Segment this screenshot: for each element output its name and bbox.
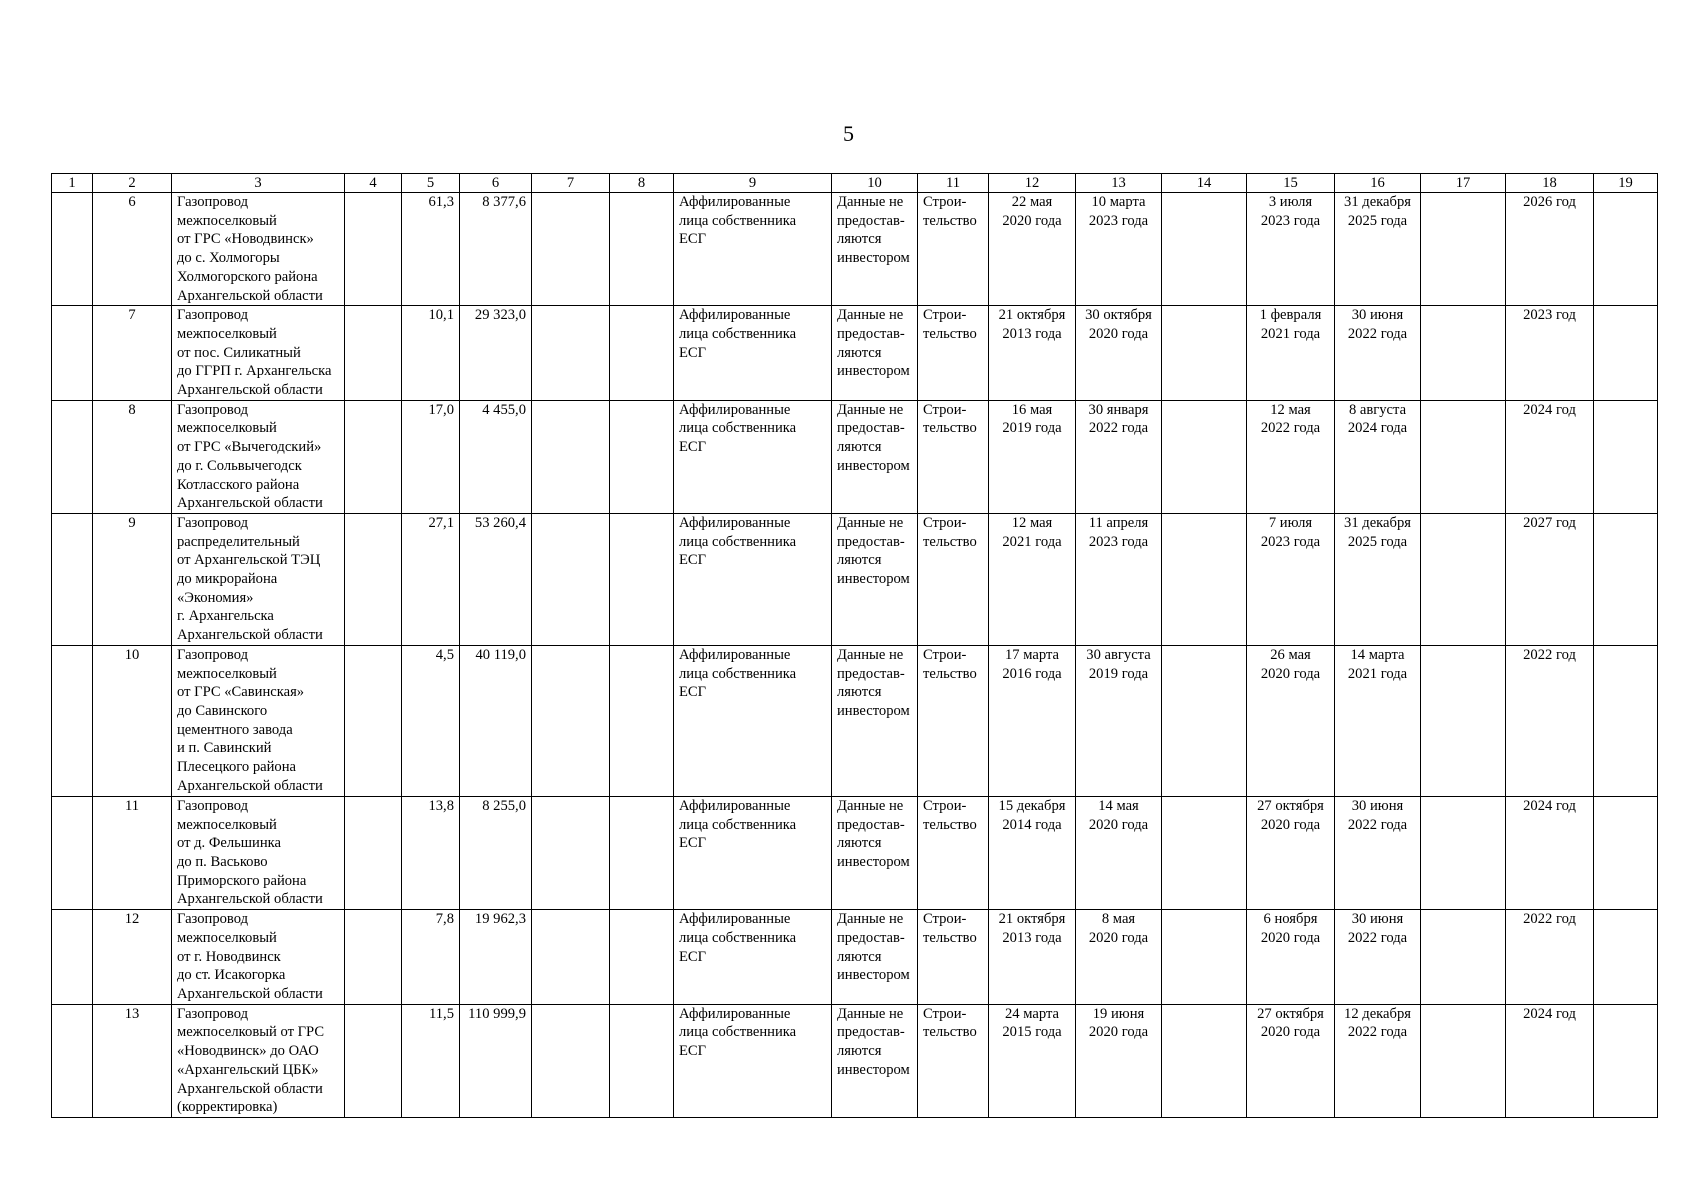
- header-cell: 1: [52, 174, 93, 193]
- empty-cell: [52, 306, 93, 401]
- object-name-cell: Газопровод межпоселковый от пос. Силикатный до ГГРП г. Архангельска Архангельской области: [172, 306, 345, 401]
- empty-cell: [1594, 193, 1658, 306]
- date-col12-cell: 22 мая 2020 года: [989, 193, 1076, 306]
- header-cell: 5: [402, 174, 460, 193]
- empty-cell: [1162, 193, 1247, 306]
- empty-cell: [345, 645, 402, 796]
- length-cell: 7,8: [402, 910, 460, 1005]
- empty-cell: [610, 400, 674, 513]
- empty-cell: [1421, 796, 1506, 909]
- empty-cell: [532, 306, 610, 401]
- investor-data-cell: Данные не предостав- ляются инвестором: [832, 306, 918, 401]
- empty-cell: [1594, 513, 1658, 645]
- date-col13-cell: 30 января 2022 года: [1076, 400, 1162, 513]
- empty-cell: [1594, 400, 1658, 513]
- empty-cell: [1421, 513, 1506, 645]
- cost-cell: 53 260,4: [460, 513, 532, 645]
- date-col16-cell: 30 июня 2022 года: [1335, 306, 1421, 401]
- date-col15-cell: 27 октября 2020 года: [1247, 796, 1335, 909]
- date-col13-cell: 8 мая 2020 года: [1076, 910, 1162, 1005]
- date-col12-cell: 24 марта 2015 года: [989, 1004, 1076, 1117]
- header-cell: 13: [1076, 174, 1162, 193]
- date-col16-cell: 31 декабря 2025 года: [1335, 513, 1421, 645]
- header-cell: 4: [345, 174, 402, 193]
- cost-cell: 8 255,0: [460, 796, 532, 909]
- date-col13-cell: 19 июня 2020 года: [1076, 1004, 1162, 1117]
- empty-cell: [52, 796, 93, 909]
- empty-cell: [1594, 306, 1658, 401]
- work-type-cell: Строи- тельство: [918, 645, 989, 796]
- table-row: [52, 796, 1658, 909]
- empty-cell: [610, 645, 674, 796]
- date-col16-cell: 14 марта 2021 года: [1335, 645, 1421, 796]
- empty-cell: [610, 1004, 674, 1117]
- object-name-cell: Газопровод межпоселковый от ГРС «Новодвинск» до с. Холмогоры Холмогорского района Архангельской области: [172, 193, 345, 306]
- investor-data-cell: Данные не предостав- ляются инвестором: [832, 400, 918, 513]
- empty-cell: [532, 513, 610, 645]
- date-col16-cell: 31 декабря 2025 года: [1335, 193, 1421, 306]
- empty-cell: [1594, 910, 1658, 1005]
- investor-data-cell: Данные не предостав- ляются инвестором: [832, 1004, 918, 1117]
- header-cell: 12: [989, 174, 1076, 193]
- work-type-cell: Строи- тельство: [918, 193, 989, 306]
- work-type-cell: Строи- тельство: [918, 1004, 989, 1117]
- empty-cell: [52, 910, 93, 1005]
- date-col15-cell: 12 мая 2022 года: [1247, 400, 1335, 513]
- row-number-cell: 12: [93, 910, 172, 1005]
- owner-cell: Аффилированные лица собственника ЕСГ: [674, 193, 832, 306]
- header-cell: 10: [832, 174, 918, 193]
- work-type-cell: Строи- тельство: [918, 306, 989, 401]
- row-number-cell: 8: [93, 400, 172, 513]
- investor-data-cell: Данные не предостав- ляются инвестором: [832, 796, 918, 909]
- object-name-cell: Газопровод межпоселковый от д. Фельшинка до п. Васьково Приморского района Архангельской области: [172, 796, 345, 909]
- row-number-cell: 13: [93, 1004, 172, 1117]
- date-col16-cell: 30 июня 2022 года: [1335, 796, 1421, 909]
- empty-cell: [532, 910, 610, 1005]
- empty-cell: [610, 306, 674, 401]
- object-name-cell: Газопровод межпоселковый от г. Новодвинск до ст. Исакогорка Архангельской области: [172, 910, 345, 1005]
- row-number-cell: 7: [93, 306, 172, 401]
- object-name-cell: Газопровод межпоселковый от ГРС «Вычегодский» до г. Сольвычегодск Котласского района Архангельской области: [172, 400, 345, 513]
- empty-cell: [532, 796, 610, 909]
- object-name-cell: Газопровод распределительный от Архангельской ТЭЦ до микрорайона «Экономия» г. Архангельска Архангельской области: [172, 513, 345, 645]
- investor-data-cell: Данные не предостав- ляются инвестором: [832, 645, 918, 796]
- empty-cell: [345, 193, 402, 306]
- empty-cell: [345, 1004, 402, 1117]
- cost-cell: 110 999,9: [460, 1004, 532, 1117]
- length-cell: 10,1: [402, 306, 460, 401]
- owner-cell: Аффилированные лица собственника ЕСГ: [674, 306, 832, 401]
- year-cell: 2024 год: [1506, 1004, 1594, 1117]
- empty-cell: [532, 645, 610, 796]
- header-cell: 9: [674, 174, 832, 193]
- year-cell: 2022 год: [1506, 645, 1594, 796]
- date-col13-cell: 14 мая 2020 года: [1076, 796, 1162, 909]
- empty-cell: [345, 400, 402, 513]
- table-row: [52, 910, 1658, 1005]
- cost-cell: 29 323,0: [460, 306, 532, 401]
- empty-cell: [1594, 645, 1658, 796]
- empty-cell: [345, 513, 402, 645]
- empty-cell: [1421, 400, 1506, 513]
- page-number: 5: [843, 121, 854, 146]
- header-cell: 16: [1335, 174, 1421, 193]
- empty-cell: [1162, 1004, 1247, 1117]
- date-col13-cell: 30 октября 2020 года: [1076, 306, 1162, 401]
- empty-cell: [610, 513, 674, 645]
- empty-cell: [1162, 910, 1247, 1005]
- empty-cell: [1594, 796, 1658, 909]
- row-number-cell: 6: [93, 193, 172, 306]
- empty-cell: [610, 193, 674, 306]
- date-col15-cell: 27 октября 2020 года: [1247, 1004, 1335, 1117]
- date-col15-cell: 1 февраля 2021 года: [1247, 306, 1335, 401]
- date-col15-cell: 26 мая 2020 года: [1247, 645, 1335, 796]
- cost-cell: 8 377,6: [460, 193, 532, 306]
- date-col12-cell: 15 декабря 2014 года: [989, 796, 1076, 909]
- work-type-cell: Строи- тельство: [918, 513, 989, 645]
- year-cell: 2026 год: [1506, 193, 1594, 306]
- empty-cell: [532, 193, 610, 306]
- table-row: [52, 193, 1658, 306]
- owner-cell: Аффилированные лица собственника ЕСГ: [674, 400, 832, 513]
- date-col13-cell: 30 августа 2019 года: [1076, 645, 1162, 796]
- date-col16-cell: 8 августа 2024 года: [1335, 400, 1421, 513]
- empty-cell: [610, 910, 674, 1005]
- header-cell: 3: [172, 174, 345, 193]
- date-col12-cell: 21 октября 2013 года: [989, 306, 1076, 401]
- year-cell: 2022 год: [1506, 910, 1594, 1005]
- empty-cell: [1162, 513, 1247, 645]
- header-cell: 11: [918, 174, 989, 193]
- empty-cell: [1162, 645, 1247, 796]
- header-cell: 18: [1506, 174, 1594, 193]
- length-cell: 11,5: [402, 1004, 460, 1117]
- investor-data-cell: Данные не предостав- ляются инвестором: [832, 513, 918, 645]
- row-number-cell: 9: [93, 513, 172, 645]
- header-cell: 8: [610, 174, 674, 193]
- empty-cell: [345, 910, 402, 1005]
- object-name-cell: Газопровод межпоселковый от ГРС «Савинская» до Савинского цементного завода и п. Савинский Плесецкого района Архангельской области: [172, 645, 345, 796]
- empty-cell: [345, 796, 402, 909]
- owner-cell: Аффилированные лица собственника ЕСГ: [674, 910, 832, 1005]
- empty-cell: [1594, 1004, 1658, 1117]
- header-cell: 14: [1162, 174, 1247, 193]
- length-cell: 61,3: [402, 193, 460, 306]
- length-cell: 17,0: [402, 400, 460, 513]
- row-number-cell: 10: [93, 645, 172, 796]
- empty-cell: [532, 400, 610, 513]
- empty-cell: [532, 1004, 610, 1117]
- header-cell: 15: [1247, 174, 1335, 193]
- date-col15-cell: 7 июля 2023 года: [1247, 513, 1335, 645]
- date-col12-cell: 21 октября 2013 года: [989, 910, 1076, 1005]
- date-col12-cell: 12 мая 2021 года: [989, 513, 1076, 645]
- header-cell: 17: [1421, 174, 1506, 193]
- year-cell: 2023 год: [1506, 306, 1594, 401]
- table-row: [52, 400, 1658, 513]
- date-col12-cell: 16 мая 2019 года: [989, 400, 1076, 513]
- empty-cell: [52, 1004, 93, 1117]
- table-row: [52, 306, 1658, 401]
- object-name-cell: Газопровод межпоселковый от ГРС «Новодвинск» до ОАО «Архангельский ЦБК» Архангельской области (корректировка): [172, 1004, 345, 1117]
- date-col12-cell: 17 марта 2016 года: [989, 645, 1076, 796]
- empty-cell: [610, 796, 674, 909]
- empty-cell: [1421, 1004, 1506, 1117]
- year-cell: 2024 год: [1506, 400, 1594, 513]
- date-col15-cell: 6 ноября 2020 года: [1247, 910, 1335, 1005]
- cost-cell: 19 962,3: [460, 910, 532, 1005]
- table-row: [52, 1004, 1658, 1117]
- empty-cell: [1162, 306, 1247, 401]
- cost-cell: 40 119,0: [460, 645, 532, 796]
- empty-cell: [345, 306, 402, 401]
- date-col16-cell: 30 июня 2022 года: [1335, 910, 1421, 1005]
- work-type-cell: Строи- тельство: [918, 796, 989, 909]
- header-cell: 6: [460, 174, 532, 193]
- owner-cell: Аффилированные лица собственника ЕСГ: [674, 513, 832, 645]
- table-row: [52, 513, 1658, 645]
- empty-cell: [1162, 796, 1247, 909]
- owner-cell: Аффилированные лица собственника ЕСГ: [674, 1004, 832, 1117]
- row-number-cell: 11: [93, 796, 172, 909]
- table-header-row: [52, 174, 1658, 193]
- year-cell: 2027 год: [1506, 513, 1594, 645]
- length-cell: 27,1: [402, 513, 460, 645]
- date-col13-cell: 11 апреля 2023 года: [1076, 513, 1162, 645]
- cost-cell: 4 455,0: [460, 400, 532, 513]
- owner-cell: Аффилированные лица собственника ЕСГ: [674, 645, 832, 796]
- empty-cell: [52, 645, 93, 796]
- year-cell: 2024 год: [1506, 796, 1594, 909]
- empty-cell: [1421, 193, 1506, 306]
- empty-cell: [52, 513, 93, 645]
- empty-cell: [1421, 910, 1506, 1005]
- table-row: [52, 645, 1658, 796]
- empty-cell: [1421, 306, 1506, 401]
- length-cell: 13,8: [402, 796, 460, 909]
- empty-cell: [52, 400, 93, 513]
- header-cell: 7: [532, 174, 610, 193]
- investment-table: [51, 173, 1658, 1118]
- header-cell: 19: [1594, 174, 1658, 193]
- empty-cell: [52, 193, 93, 306]
- owner-cell: Аффилированные лица собственника ЕСГ: [674, 796, 832, 909]
- header-cell: 2: [93, 174, 172, 193]
- length-cell: 4,5: [402, 645, 460, 796]
- investor-data-cell: Данные не предостав- ляются инвестором: [832, 193, 918, 306]
- date-col16-cell: 12 декабря 2022 года: [1335, 1004, 1421, 1117]
- work-type-cell: Строи- тельство: [918, 400, 989, 513]
- work-type-cell: Строи- тельство: [918, 910, 989, 1005]
- date-col15-cell: 3 июля 2023 года: [1247, 193, 1335, 306]
- empty-cell: [1162, 400, 1247, 513]
- investor-data-cell: Данные не предостав- ляются инвестором: [832, 910, 918, 1005]
- date-col13-cell: 10 марта 2023 года: [1076, 193, 1162, 306]
- empty-cell: [1421, 645, 1506, 796]
